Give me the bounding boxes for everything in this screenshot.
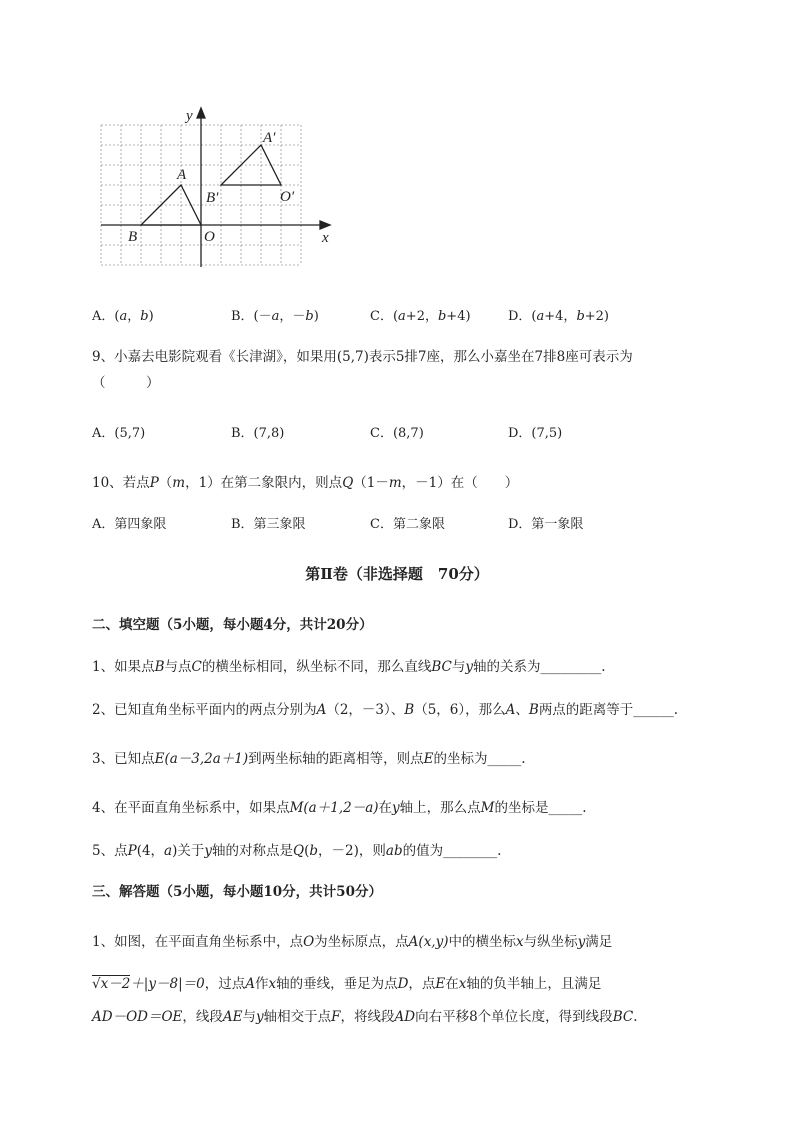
q10-option-b: B．第三象限 [231, 517, 306, 532]
q10-option-d: D．第一象限 [508, 517, 584, 532]
q8-option-c: C．(a+2，b+4) [370, 309, 471, 324]
q8-option-a: A．(a，b) [92, 309, 154, 324]
q9-question-line2: （ ） [92, 375, 160, 391]
q9-option-b: B．(7,8) [231, 426, 285, 441]
q8-option-b: B．(－a，－b) [231, 309, 319, 324]
y-axis-arrow [197, 108, 205, 118]
point-label-O: O [204, 229, 215, 245]
fill-question-1: 1、如果点B与点C的横坐标相同，纵坐标不同，那么直线BC与y轴的关系为_________. [92, 659, 606, 675]
x-axis-arrow [320, 221, 330, 229]
q9-question-line1: 9、小嘉去电影院观看《长津湖》，如果用(5,7)表示5排7座，那么小嘉坐在7排8座可表示为 [92, 349, 633, 365]
section-2-title: 第Ⅱ卷（非选择题 70分） [305, 565, 489, 583]
coordinate-grid-figure [96, 104, 336, 274]
fill-question-3: 3、已知点E(a－3,2a＋1)到两坐标轴的距离相等，则点E的坐标为_____. [92, 751, 526, 767]
q10-option-c: C．第二象限 [370, 517, 445, 532]
point-label-B: B [128, 229, 138, 245]
q9-option-d: D．(7,5) [508, 426, 563, 441]
solve-question-1-line2: √x－2＋|y－8|＝0，过点A作x轴的垂线，垂足为点D，点E在x轴的负半轴上，且满足 [92, 976, 602, 992]
fill-question-4: 4、在平面直角坐标系中，如果点M(a＋1,2－a)在y轴上，那么点M的坐标是_____. [92, 800, 587, 816]
solve-section-header: 三、解答题（5小题，每小题10分，共计50分） [92, 884, 382, 900]
q9-option-c: C．(8,7) [370, 426, 424, 441]
x-axis-label: x [322, 230, 329, 246]
fill-question-5: 5、点P(4，a)关于y轴的对称点是Q(b，－2)，则ab的值为________. [92, 843, 502, 859]
q9-option-a: A．(5,7) [92, 426, 146, 441]
q10-option-a: A．第四象限 [92, 517, 167, 532]
point-label-O-prime: O′ [280, 189, 295, 205]
y-axis-label: y [186, 108, 193, 124]
fill-question-2: 2、已知直角坐标平面内的两点分别为A（2，－3）、B（5，6），那么A、B两点的距离等于______. [92, 702, 679, 718]
point-label-A-prime: A′ [263, 130, 276, 146]
q8-option-d: D．(a+4，b+2) [508, 309, 610, 324]
solve-question-1-line1: 1、如图，在平面直角坐标系中，点O为坐标原点，点A(x,y)中的横坐标x与纵坐标y满足 [92, 934, 613, 950]
q10-question: 10、若点P（m，1）在第二象限内，则点Q（1－m，－1）在（ ） [92, 475, 519, 491]
point-label-B-prime: B′ [206, 190, 219, 206]
fill-in-section-header: 二、填空题（5小题，每小题4分，共计20分） [92, 617, 373, 633]
point-label-A: A [177, 167, 187, 183]
sqrt-expression: √x－2 [92, 976, 131, 992]
solve-question-1-line3: AD－OD＝OE，线段AE与y轴相交于点F，将线段AD向右平移8个单位长度，得到线段BC. [92, 1009, 638, 1025]
